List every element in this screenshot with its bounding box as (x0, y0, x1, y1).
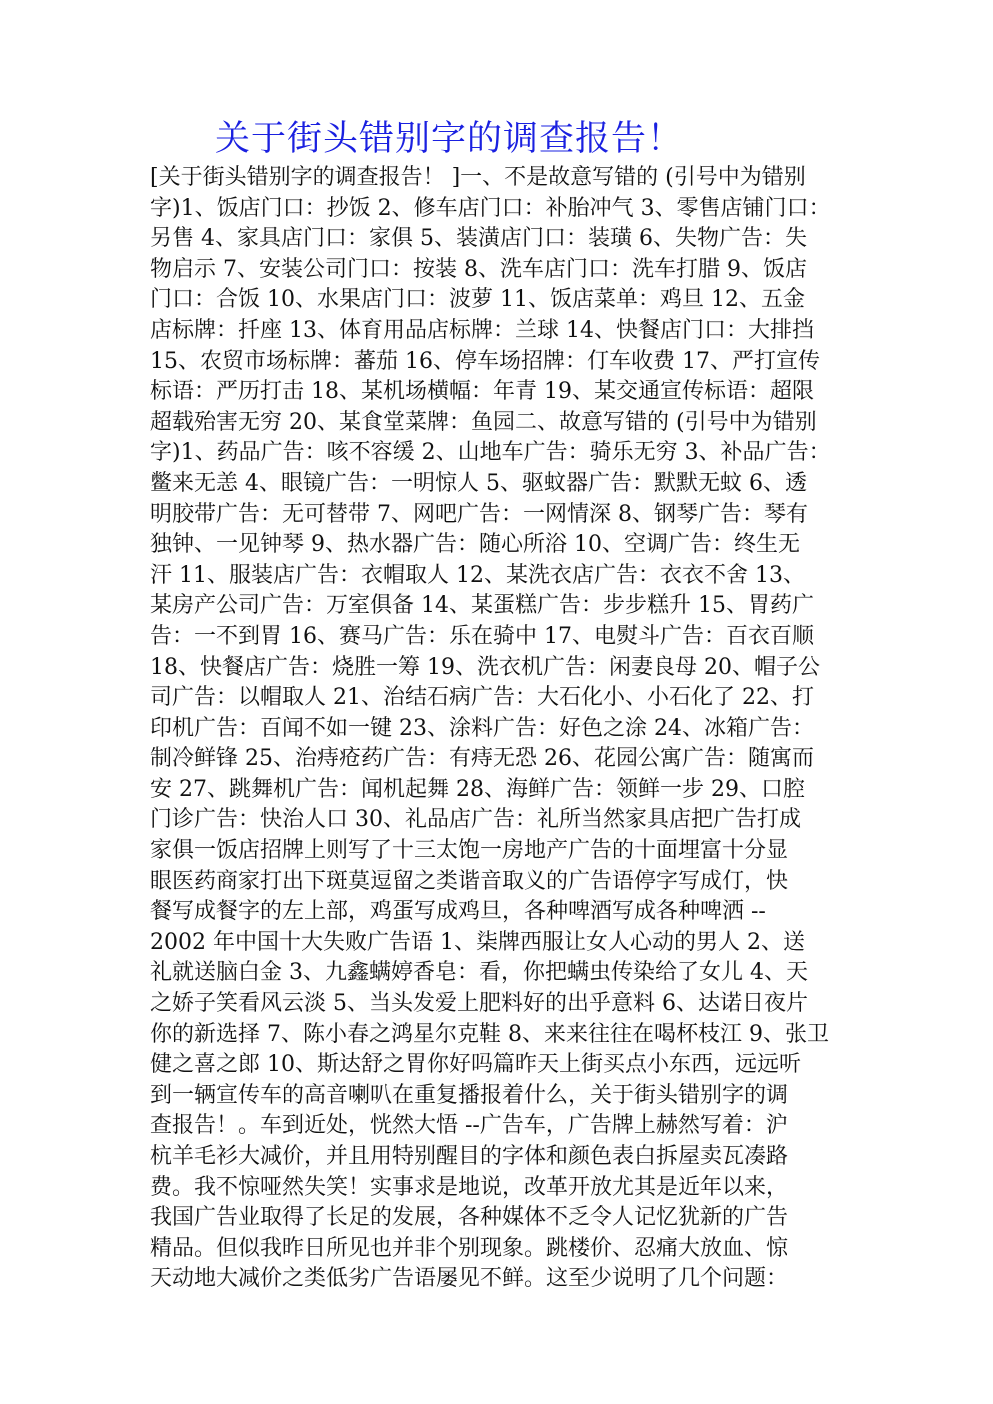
body-line: 18、快餐店广告：烧胜一筹 19、洗衣机广告：闲妻良母 20、帽子公 (150, 654, 820, 680)
body-line: 独钟、一见钟琴 9、热水器广告：随心所浴 10、空调广告：终生无 (150, 532, 800, 558)
body-line: 家俱一饭店招牌上则写了十三太饱一房地产广告的十面埋富十分显 (150, 838, 789, 864)
body-line: 眼医药商家打出下斑莫逗留之类谐音取义的广告语停字写成仃，快 (150, 868, 789, 894)
body-line: 礼就送脑白金 3、九鑫螨婷香皂：看，你把螨虫传染给了女儿 4、天 (150, 960, 808, 986)
body-line: 鳖来无恙 4、眼镜广告：一明惊人 5、驱蚊器广告：默默无蚊 6、透 (150, 470, 807, 496)
body-line: 明胶带广告：无可替带 7、网吧广告：一网情深 8、钢琴广告：琴有 (150, 501, 808, 527)
body-line: 餐写成餐字的左上部，鸡蛋写成鸡旦，各种啤酒写成各种啤洒 -- (150, 899, 766, 925)
body-line: 门口：合饭 10、水果店门口：波萝 11、饭店菜单：鸡旦 12、五金 (150, 287, 805, 313)
body-line: 标语：严历打击 18、某机场横幅：年青 19、某交通宣传标语：超限 (150, 379, 814, 405)
body-line: 制冷鲜锋 25、治痔疮药广告：有痔无恐 26、花园公寓广告：随寓而 (150, 746, 814, 772)
body-line: 司广告：以帽取人 21、治结石病广告：大石化小、小石化了 22、打 (150, 685, 814, 711)
body-line: 字)1、饭店门口：抄饭 2、修车店门口：补胎冲气 3、零售店铺门口： (150, 195, 831, 221)
body-line: 店标牌：扦座 13、体育用品店标牌：兰球 14、快餐店门口：大排挡 (150, 317, 814, 343)
document-title: 关于街头错别字的调查报告！ (215, 119, 684, 159)
body-line: 安 27、跳舞机广告：闻机起舞 28、海鲜广告：领鲜一步 29、口腔 (150, 776, 805, 802)
body-line: 杭羊毛衫大减价，并且用特别醒目的字体和颜色表白拆屋卖瓦凑路 (150, 1144, 789, 1169)
body-line: 天动地大减价之类低劣广告语屡见不鲜。这至少说明了几个问题： (150, 1266, 789, 1292)
body-line: 到一辆宣传车的高音喇叭在重复播报着什么，关于街头错别字的调 (150, 1082, 789, 1108)
body-line: 健之喜之郎 10、斯达舒之胃你好吗篇昨天上街买点小东西，远远听 (150, 1052, 801, 1078)
body-line: 告：一不到胃 16、赛马广告：乐在骑中 17、电熨斗广告：百衣百顺 (150, 623, 814, 649)
body-line: 汗 11、服装店广告：衣帽取人 12、某洗衣店广告：衣衣不舍 13、 (150, 562, 805, 588)
body-line: 精品。但似我昨日所见也并非个别现象。跳楼价、忍痛大放血、惊 (150, 1235, 789, 1261)
body-line: 超载殆害无穷 20、某食堂菜牌：鱼园二、故意写错的 (引号中为错别 (150, 409, 817, 435)
body-line: 费。我不惊哑然失笑！实事求是地说，改革开放尤其是近年以来， (150, 1174, 789, 1200)
body-line: 某房产公司广告：万室俱备 14、某蛋糕广告：步步糕升 15、胃药广 (150, 593, 814, 619)
body-line: 另售 4、家具店门口：家俱 5、装潢店门口：装璜 6、失物广告：失 (150, 226, 807, 252)
body-line: 之娇子笑看风云淡 5、当头发爱上肥料好的出乎意料 6、达诺日夜片 (150, 991, 808, 1017)
body-line: 物启示 7、安装公司门口：按装 8、洗车店门口：洗车打腊 9、饭店 (150, 256, 807, 282)
document-body (150, 163, 850, 1295)
body-line: 2002 年中国十大失败广告语 1、柒牌西服让女人心动的男人 2、送 (150, 929, 805, 955)
body-line: 印机广告：百闻不如一键 23、涂料广告：好色之涂 24、冰箱广告： (150, 715, 814, 741)
body-line: 字)1、药品广告：咳不容缓 2、山地车广告：骑乐无穷 3、补品广告： (150, 440, 831, 466)
body-line: 查报告！。车到近处，恍然大悟 --广告车，广告牌上赫然写着：沪 (150, 1113, 788, 1139)
body-line: 你的新选择 7、陈小春之鸿星尔克鞋 8、来来往往在喝杯枝江 9、张卫 (150, 1021, 829, 1047)
body-line: [关于街头错别字的调查报告！ ]一、不是故意写错的 (引号中为错别 (150, 165, 806, 190)
body-line: 我国广告业取得了长足的发展，各种媒体不乏令人记忆犹新的广告 (150, 1205, 789, 1231)
body-line: 15、农贸市场标牌：蕃茄 16、停车场招牌：仃车收费 17、严打宣传 (150, 348, 820, 374)
body-line: 门诊广告：快治人口 30、礼品店广告：礼所当然家具店把广告打成 (150, 807, 801, 833)
